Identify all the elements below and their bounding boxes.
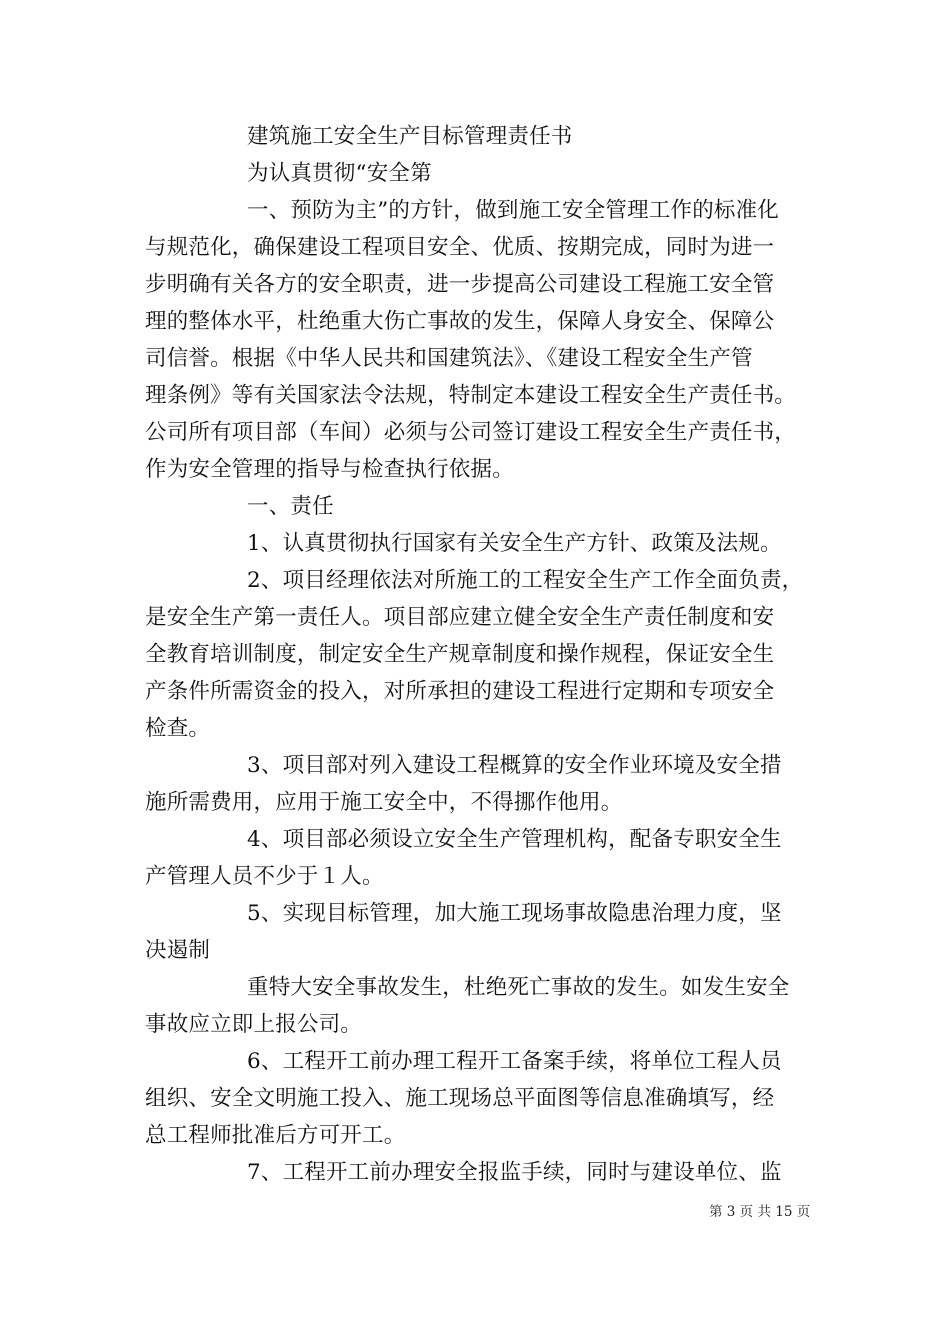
page-number: 第 3 页 共 15 页 <box>709 1204 811 1220</box>
text-line: 是安全生产第一责任人。项目部应建立健全安全生产责任制度和安 <box>145 605 775 630</box>
text-line: 组织、安全文明施工投入、施工现场总平面图等信息准确填写，经 <box>145 1086 775 1111</box>
text-line: 事故应立即上报公司。 <box>145 1012 363 1037</box>
text-line: 产管理人员不少于１人。 <box>145 864 384 889</box>
text-line: 2、项目经理依法对所施工的工程安全生产工作全面负责， <box>247 568 804 593</box>
text-line: 施所需费用，应用于施工安全中，不得挪作他用。 <box>145 790 623 815</box>
text-line: 与规范化，确保建设工程项目安全、优质、按期完成，同时为进一 <box>145 235 775 260</box>
text-line: 3、项目部对列入建设工程概算的安全作业环境及安全措 <box>247 753 782 778</box>
text-line: 司信誉。根据《中华人民共和国建筑法》、《建设工程安全生产管 <box>145 346 753 371</box>
text-line: 重特大安全事故发生，杜绝死亡事故的发生。如发生安全 <box>247 975 790 1000</box>
text-line: 5、实现目标管理，加大施工现场事故隐患治理力度，坚 <box>247 901 782 926</box>
text-line: 产条件所需资金的投入，对所承担的建设工程进行定期和专项安全 <box>145 679 775 704</box>
section-heading: 一、责任 <box>247 494 334 519</box>
text-line: 步明确有关各方的安全职责，进一步提高公司建设工程施工安全管 <box>145 272 775 297</box>
text-line: 全教育培训制度，制定安全生产规章制度和操作规程，保证安全生 <box>145 642 775 667</box>
text-line: 决遏制 <box>145 938 211 963</box>
text-line: 1、认真贯彻执行国家有关安全生产方针、政策及法规。 <box>247 531 782 556</box>
text-line: 公司所有项目部（车间）必须与公司签订建设工程安全生产责任书， <box>145 420 797 445</box>
document-body <box>145 118 809 1191</box>
text-line: 为认真贯彻“安全第 <box>247 161 432 186</box>
text-line: 总工程师批准后方可开工。 <box>145 1123 406 1148</box>
text-line: 作为安全管理的指导与检查执行依据。 <box>145 457 514 482</box>
text-line: 理条例》等有关国家法令法规，特制定本建设工程安全生产责任书。 <box>145 383 797 408</box>
text-line: 一、预防为主”的方针，做到施工安全管理工作的标准化 <box>247 198 779 223</box>
text-line: 4、项目部必须设立安全生产管理机构，配备专职安全生 <box>247 827 782 852</box>
text-line: 7、工程开工前办理安全报监手续，同时与建设单位、监 <box>247 1160 782 1185</box>
text-line: 理的整体水平，杜绝重大伤亡事故的发生，保障人身安全、保障公 <box>145 309 775 334</box>
text-line: 检查。 <box>145 716 211 741</box>
document-title: 建筑施工安全生产目标管理责任书 <box>247 124 573 149</box>
text-line: 6、工程开工前办理工程开工备案手续，将单位工程人员 <box>247 1049 782 1074</box>
